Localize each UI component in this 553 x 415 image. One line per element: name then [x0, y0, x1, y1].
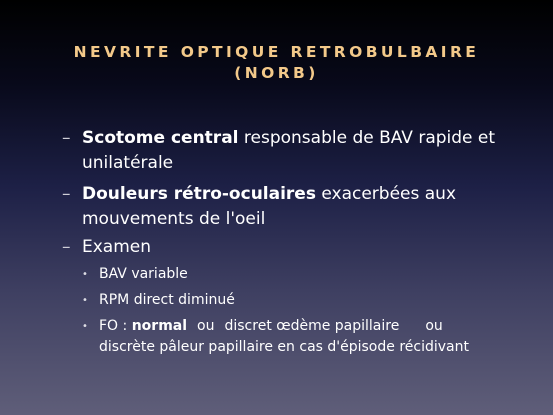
fo-end: discrète pâleur papillaire en cas d'épisode récidivant — [99, 339, 469, 355]
fo-mid: discret œdème papillaire — [224, 318, 400, 334]
bullet-item-douleurs — [62, 182, 522, 231]
sub-item-text — [99, 316, 522, 358]
bullet-text — [82, 182, 522, 231]
dash-bullet: – — [62, 237, 71, 257]
bullet-text — [82, 126, 522, 175]
bullet-item-examen — [62, 235, 522, 260]
bullet-body: responsable de BAV rapide et unilatérale — [82, 128, 496, 173]
dot-bullet: • — [82, 321, 88, 332]
dot-bullet: • — [82, 269, 88, 280]
bullet-body: exacerbées aux mouvements de l'oeil — [82, 184, 457, 229]
fo-prefix: FO : — [99, 318, 132, 334]
sub-item-fo — [82, 316, 522, 358]
bullet-text: Examen — [82, 237, 152, 257]
sub-item-text: RPM direct diminué — [99, 292, 235, 308]
sub-item-rpm — [82, 290, 522, 311]
fo-normal: normal — [131, 318, 188, 334]
dash-bullet: – — [62, 128, 71, 148]
sub-item-text: BAV variable — [99, 266, 188, 282]
bold-term: Douleurs rétro-oculaires — [82, 184, 316, 204]
slide-title-line-2: (NORB) — [234, 64, 319, 82]
dash-bullet: – — [62, 184, 71, 204]
bullet-item-scotome — [62, 126, 522, 175]
dot-bullet: • — [82, 295, 88, 306]
bold-term: Scotome central — [82, 128, 239, 148]
sub-item-bav — [82, 264, 522, 285]
fo-or-1: ou — [197, 318, 215, 334]
fo-or-2: ou — [425, 318, 443, 334]
slide-title-line-1: NEVRITE OPTIQUE RETROBULBAIRE — [73, 43, 480, 61]
